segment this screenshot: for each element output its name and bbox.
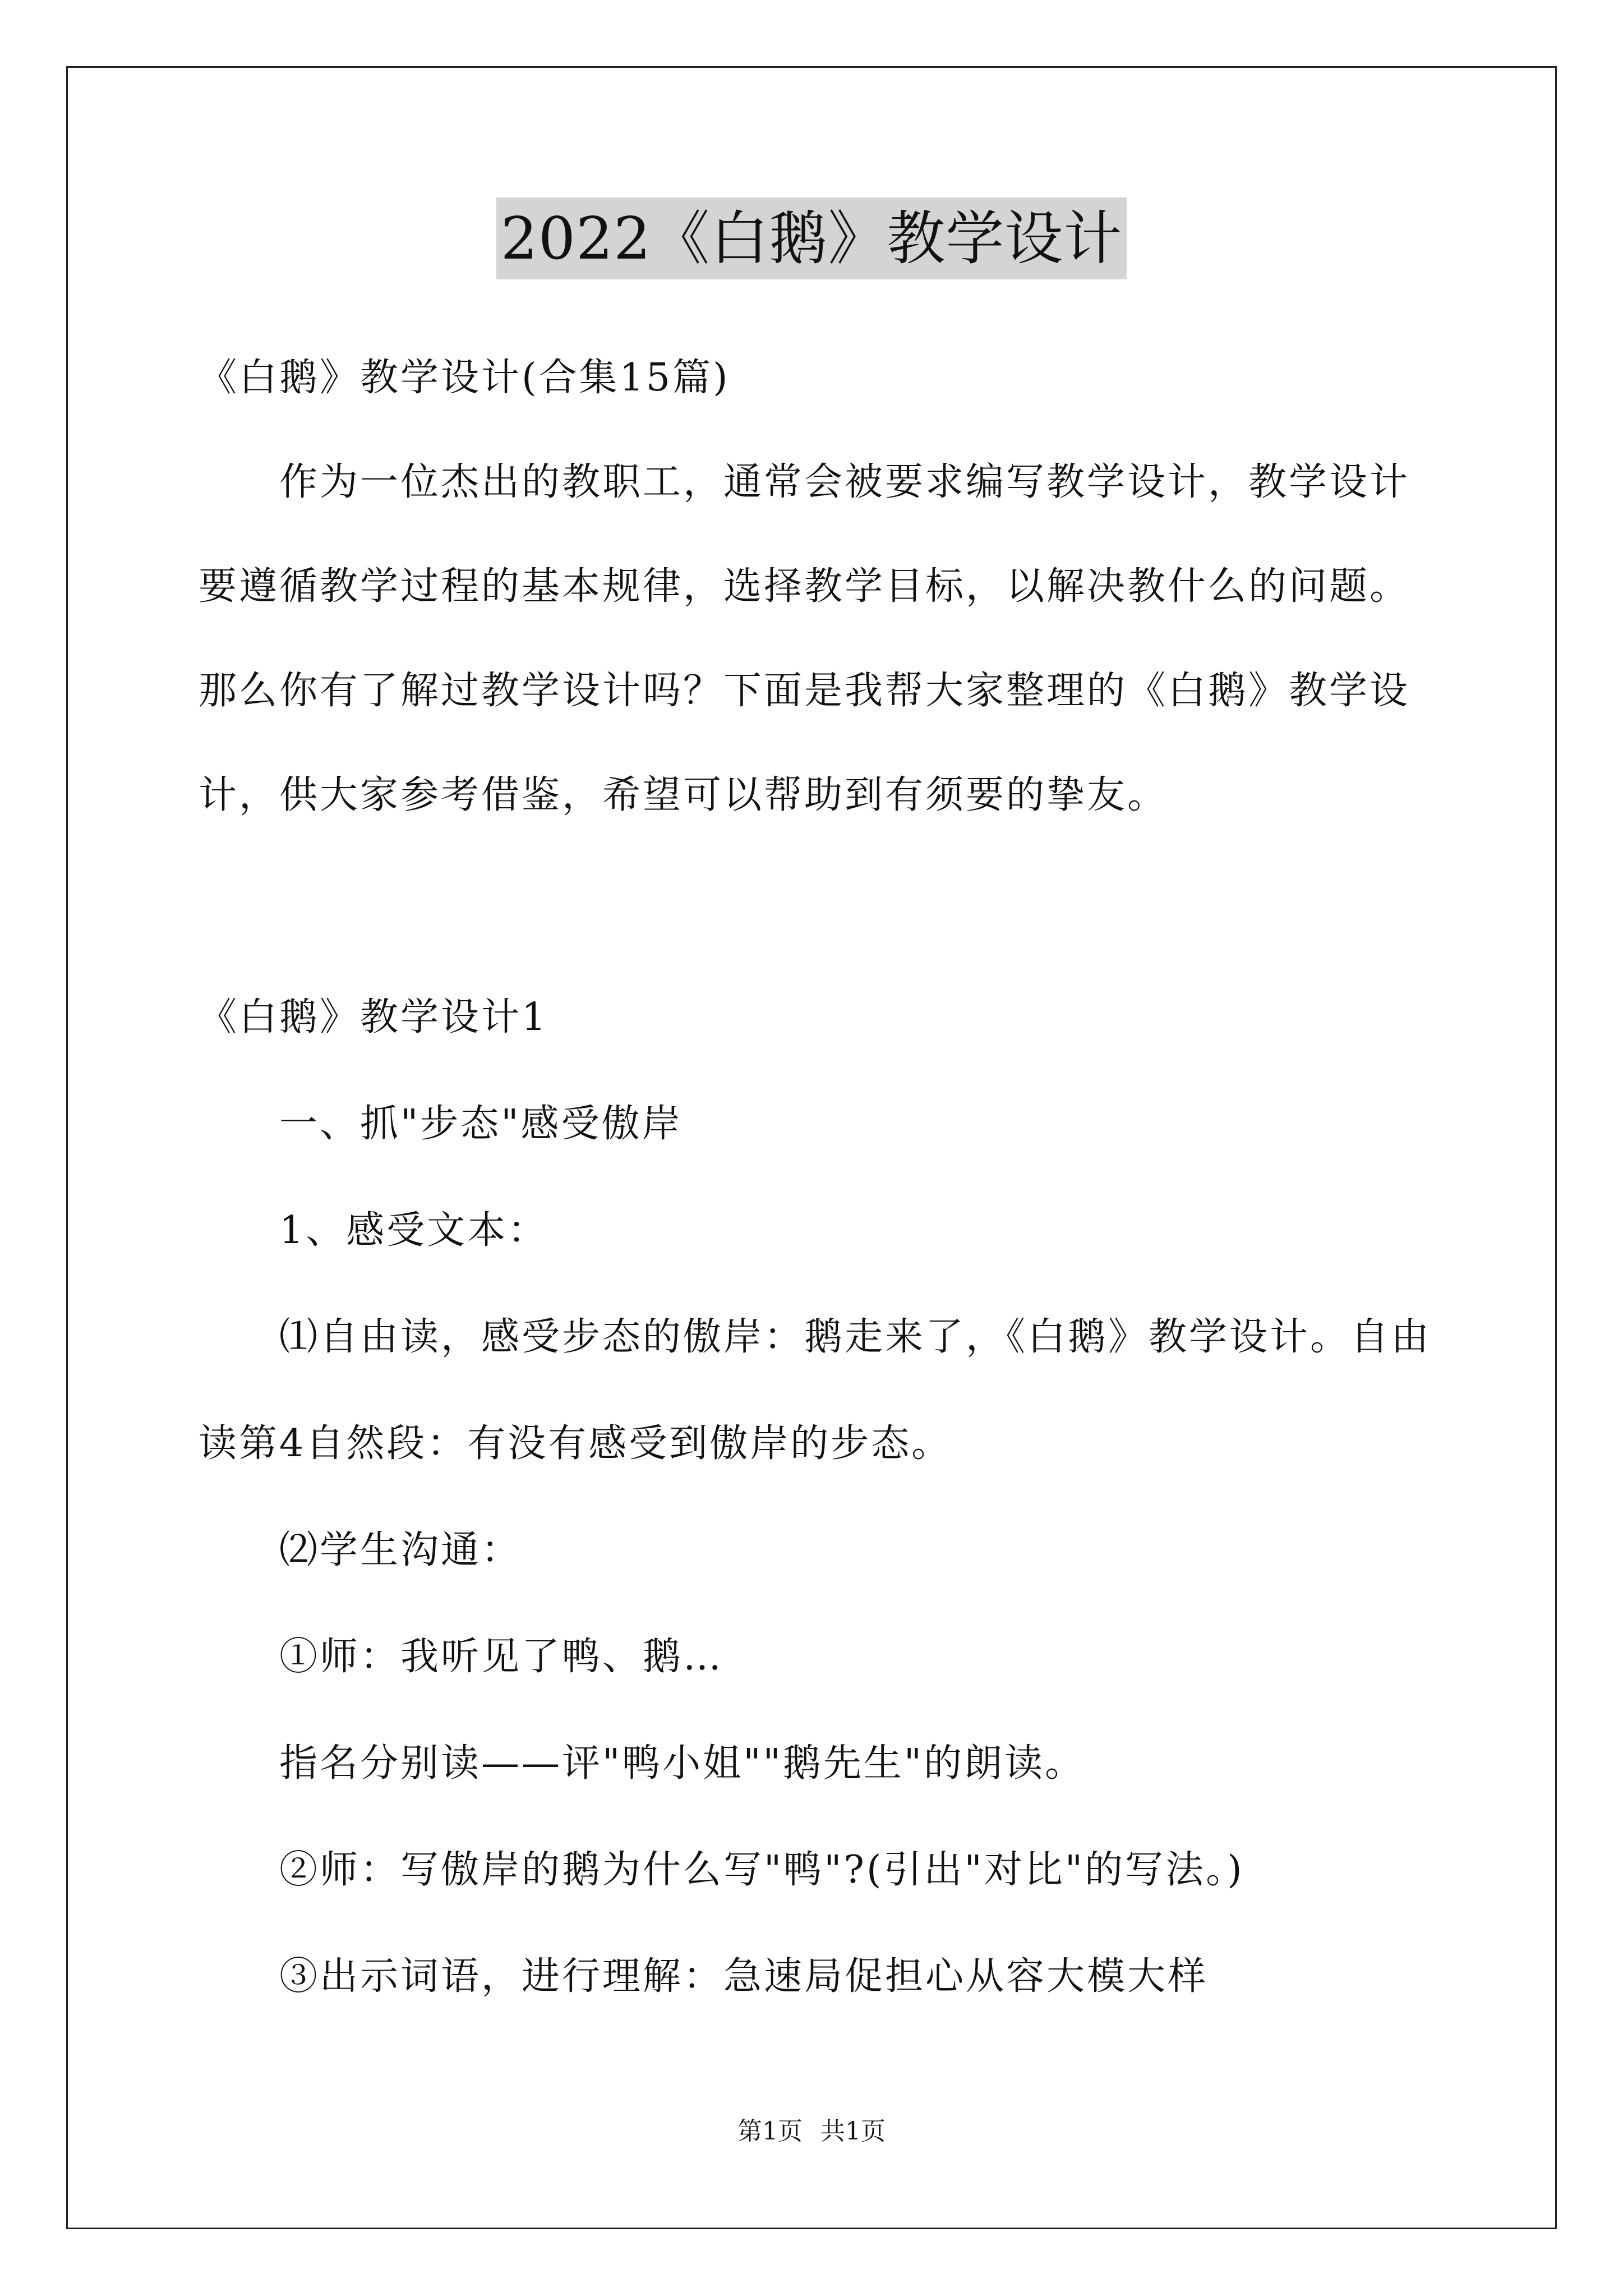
intro-line-4: 计，供大家参考借鉴，希望可以帮助到有须要的挚友。: [199, 773, 1168, 817]
item-line-8: ②师：写傲岸的鹅为什么写"鸭"?(引出"对比"的写法。): [279, 1848, 1244, 1892]
page-footer: [0, 2115, 1623, 2148]
page-number-current: 第1页: [737, 2117, 803, 2146]
item-line-7: 指名分别读——评"鸭小姐""鹅先生"的朗读。: [279, 1741, 1086, 1786]
page-number-total: 共1页: [820, 2117, 886, 2146]
document-title: 2022《白鹅》教学设计: [496, 197, 1127, 279]
item-line-3: ⑴自由读，感受步态的傲岸：鹅走来了，《白鹅》教学设计。自由: [279, 1315, 1432, 1359]
intro-line-3: 那么你有了解过教学设计吗？下面是我帮大家整理的《白鹅》教学设: [199, 669, 1410, 713]
item-line-2: 1、感受文本：: [279, 1208, 548, 1253]
item-line-9: ③出示词语，进行理解：急速局促担心从容大模大样: [279, 1954, 1209, 1999]
intro-line-2: 要遵循教学过程的基本规律，选择教学目标，以解决教什么的问题。: [199, 564, 1410, 609]
item-line-6: ①师：我听见了鸭、鹅…: [279, 1635, 724, 1679]
document-subtitle: 《白鹅》教学设计(合集15篇): [199, 356, 730, 400]
item-line-5: ⑵学生沟通：: [279, 1528, 522, 1572]
section-heading: 《白鹅》教学设计1: [199, 995, 548, 1039]
item-line-1: 一、抓"步态"感受傲岸: [279, 1102, 683, 1146]
title-container: [0, 197, 1623, 279]
intro-line-1: 作为一位杰出的教职工，通常会被要求编写教学设计，教学设计: [279, 460, 1410, 504]
item-line-4: 读第4自然段：有没有感受到傲岸的步态。: [199, 1421, 952, 1466]
